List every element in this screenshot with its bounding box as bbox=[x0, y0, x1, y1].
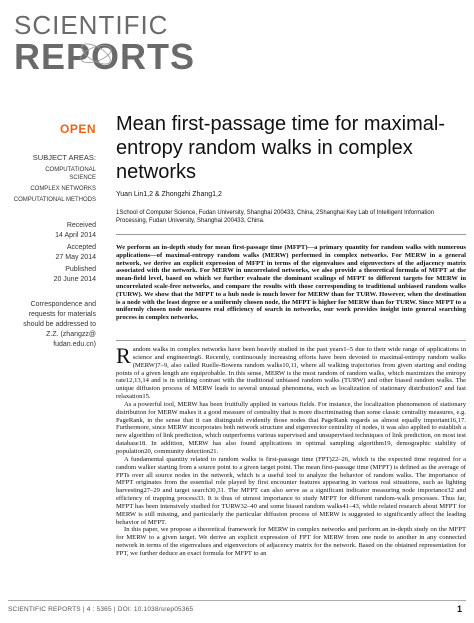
article-body bbox=[116, 343, 466, 558]
footer-rule bbox=[8, 600, 466, 601]
body-paragraph: As a powerful tool, MERW has been fruitfully applied in various fields. For instance, the localization phenomenon of stationary distribution for MERW makes it a good measure of centrality that is more discriminating than some classic centrality measures, e.g. PageRank, in the sense that it can distinguish evidently those nodes that PageRank regards as almost equally important16,17. Furthermore, since MERW incorporates both network structure and eigenvector centrality of nodes, it was also applied to establish a new algorithm of link prediction, which outperforms various supervised and unsupervised techniques of link prediction, on most test database18. In addition, MERW has also found applications in optimal sampling algorithm19, demographic stability of population20, community detection21. bbox=[116, 400, 466, 455]
footer-citation: SCIENTIFIC REPORTS | 4 : 5365 | DOI: 10.1038/srep05365 bbox=[8, 606, 194, 613]
body-paragraph: A fundamental quantity related to random walks is first-passage time (FPT)22–26, which is the expected time required for a random walker starting from a source point to a given target point. The mean first-passage time (MFPT) is defined as the average of FPTs over all source nodes in the network, which is a useful tool to analyze the behavior of random walks. The importance of MFPT originates from the essential role played by first encounter features appearing in various real situations, such as lighting harvesting27–29 and target search30,31. The MFPT can also serve as a significant indicator measuring node importance32 and efficiency of trapping process33. It is thus of utmost importance to study MFPT for different random-walk processes. Thus far, MFPT has been intensively studied for TURW32–40 and some biased random walks41–43, while related research about MFPT for MERW is still missing, and particularly the particular diffusion process of MERW is suggested to significantly affect the leading behavior of MFPT. bbox=[116, 455, 466, 526]
correspondence-line: Correspondence and bbox=[30, 301, 96, 308]
abstract: We perform an in-depth study for mean first-passage time (MFPT)—a primary quantity for random walks with numerous applications—of maximal-entropy random walks (MERW) performed in complex networks. For MERW in a general network, we derive an explicit expression of MFPT in terms of the eigenvalues and eigenvectors of the adjacency matrix associated with the network. For MERW in uncorrelated networks, we also provide a theoretical formula of MFPT at the mean-field level, based on which we further evaluate the dominant scalings of MFPT to different targets for MERW in uncorrelated scale-free networks, and compare the results with those corresponding to traditional unbiased random walks (TURW). We show that the MFPT to a hub node is much lower for MERW than for TURW. However, when the destination is a node with the least degree or a uniformly chosen node, the MFPT is higher for MERW than for TURW. Since MFPT to a uniformly chosen node measures real efficiency of search in networks, our work provides insight into general searching process in complex networks. bbox=[116, 244, 466, 322]
subject-item[interactable]: COMPLEX NETWORKS bbox=[30, 186, 96, 192]
accepted-label: Accepted bbox=[66, 244, 96, 251]
divider bbox=[116, 234, 466, 235]
logo-orbit-icon bbox=[78, 40, 114, 68]
correspondence-email[interactable]: fudan.edu.cn) bbox=[53, 341, 96, 348]
open-access-label: OPEN bbox=[59, 122, 96, 136]
body-paragraph: Random walks in complex networks have been heavily studied in the past years1–5 due to their wide range of applications in science and engineering6. Recently, continuously increasing efforts have been devoted to maximal-entropy random walks (MERW)7–9, also called Ruelle-Bowens random walks10,11, where all walking trajectories from given starting and ending points of a given length are equiprobable. In this sense, MERW is the most random of random walks, which maximizes the entropy rate12,13,14 and is in striking contrast with the traditional unbiased random walks (TURW) and other biased random walks. The unique diffusion process of MERW leads to several unusual phenomena, such as localization of stationary distribution7 and fast relaxation15. bbox=[116, 343, 466, 401]
article-authors: Yuan Lin1,2 & Zhongzhi Zhang1,2 bbox=[116, 191, 222, 198]
published-label: Published bbox=[65, 266, 96, 273]
subject-areas bbox=[8, 153, 96, 204]
body-paragraph: In this paper, we propose a theoretical framework for MERW in complex networks and perform an in-depth study on the MFPT for MERW to a given target. We derive an explicit expression of FPT for MERW from one node to another in any connected network in terms of the eigenvalues and eigenvectors of adjacency matrix for the network. Based on the obtained representation for FPT, we further deduce an exact formula for MFPT to an bbox=[116, 526, 466, 557]
accepted-date: 27 May 2014 bbox=[55, 254, 96, 261]
published-date: 20 June 2014 bbox=[53, 276, 96, 283]
subject-areas-label: SUBJECT AREAS: bbox=[32, 153, 96, 162]
article-affiliation: 1School of Computer Science, Fudan University, Shanghai 200433, China, 2Shanghai Key Lab of Intelligent Information Processing, Fudan University, Shanghai 200433, China. bbox=[116, 210, 435, 224]
accepted-block bbox=[8, 243, 96, 263]
subject-item[interactable]: COMPUTATIONAL bbox=[45, 167, 96, 173]
logo-line-2: REPORTS bbox=[14, 36, 196, 77]
divider bbox=[116, 340, 466, 341]
page-footer bbox=[0, 600, 474, 620]
page-number: 1 bbox=[456, 604, 462, 614]
received-date: 14 April 2014 bbox=[55, 232, 96, 239]
subject-item[interactable]: SCIENCE bbox=[69, 175, 96, 181]
correspondence-line: should be addressed to bbox=[23, 321, 96, 328]
received-label: Received bbox=[66, 222, 96, 229]
correspondence-line: requests for materials bbox=[28, 311, 96, 318]
article-title: Mean first-passage time for maximal-entropy random walks in complex networks bbox=[116, 113, 445, 183]
subject-item[interactable]: COMPUTATIONAL METHODS bbox=[13, 197, 96, 203]
received-block bbox=[8, 221, 96, 241]
logo-line-1: SCIENTIFIC bbox=[14, 10, 169, 40]
published-block bbox=[8, 265, 96, 285]
correspondence-block bbox=[8, 300, 96, 350]
drop-cap: R bbox=[116, 343, 131, 368]
correspondence-email[interactable]: Z.Z. (zhangzz@ bbox=[46, 331, 96, 338]
